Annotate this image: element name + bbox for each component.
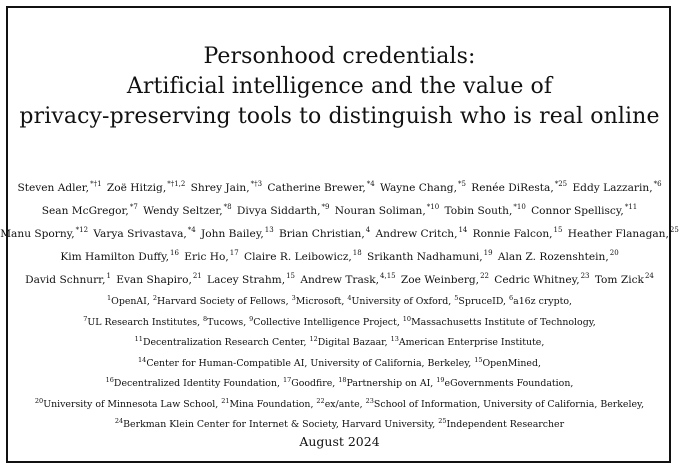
author-name: Brian Christian, [279, 228, 365, 240]
affiliation-number: 16 [105, 376, 114, 384]
author-name: David Schnurr, [25, 274, 106, 286]
affiliation-name: University of Oxford, [351, 296, 455, 307]
affiliation-number: 22 [316, 396, 325, 405]
author-name: Nouran Soliman, [334, 205, 426, 217]
author-affiliation-mark: *4 [187, 226, 196, 234]
author-affiliation-mark: *9 [321, 203, 330, 211]
author-name: Shrey Jain, [190, 182, 250, 194]
author-name: Zoe Weinberg, [400, 274, 480, 286]
affiliation-line [0, 352, 679, 373]
author-affiliation-mark: 15 [553, 226, 563, 234]
author-name: Manu Sporny, [0, 228, 75, 240]
author-name: Eric Ho, [184, 251, 229, 263]
author-affiliation-mark: 25 [669, 226, 679, 234]
author-name: Tobin South, [444, 205, 513, 217]
title-line: Artificial intelligence and the value of [126, 74, 553, 99]
affiliation-name: Independent Researcher [446, 419, 565, 430]
affiliation-number: 18 [338, 376, 347, 384]
paper-title [0, 42, 679, 132]
affiliation-name: eGovernments Foundation, [444, 378, 574, 389]
affiliation-number: 6 [508, 294, 514, 302]
author-affiliation-mark: 18 [352, 249, 362, 257]
affiliation-list [0, 290, 679, 434]
affiliation-number: 23 [365, 396, 374, 405]
affiliation-name: School of Information, University of California, Berkeley, [373, 398, 645, 410]
affiliation-name: Tucows, [207, 316, 250, 328]
author-affiliation-mark: *†1,2 [167, 180, 186, 188]
author-line [0, 244, 679, 267]
author-affiliation-mark: *4 [366, 180, 375, 188]
affiliation-name: Berkman Klein Center for Internet & Society, Harvard University, [123, 419, 439, 430]
author-affiliation-mark: 16 [170, 249, 179, 257]
author-name: Andrew Critch, [375, 228, 458, 240]
author-name: Wayne Chang, [380, 182, 457, 194]
title-line: Personhood credentials: [203, 44, 476, 69]
author-affiliation-mark: 1 [106, 272, 111, 280]
affiliation-number: 2 [152, 294, 157, 302]
affiliation-line [0, 311, 679, 332]
affiliation-number: 12 [309, 335, 318, 343]
author-name: Claire R. Leibowicz, [243, 251, 352, 263]
author-name: Divya Siddarth, [236, 205, 321, 217]
author-list [0, 175, 679, 290]
affiliation-name: Center for Human-Compatible AI, University of California, Berkeley, [146, 357, 475, 369]
author-name: Ronnie Falcon, [472, 228, 553, 240]
title-line: privacy-preserving tools to distinguish who is real online [19, 104, 660, 129]
author-affiliation-mark: 21 [192, 272, 202, 280]
affiliation-name: OpenMined, [482, 357, 541, 369]
affiliation-name: Digital Bazaar, [317, 337, 391, 348]
author-affiliation-mark: 15 [286, 272, 296, 280]
author-name: Heather Flanagan, [567, 228, 669, 240]
author-affiliation-mark: *8 [223, 203, 232, 211]
author-affiliation-mark: *6 [653, 180, 662, 188]
affiliation-name: Decentralized Identity Foundation, [113, 378, 283, 389]
affiliation-name: Decentralization Research Center, [142, 337, 310, 348]
author-affiliation-mark: 4,15 [380, 272, 396, 280]
author-name: John Bailey, [201, 228, 264, 240]
author-affiliation-mark: *25 [554, 180, 568, 188]
author-name: Catherine Brewer, [267, 182, 366, 194]
author-name: Kim Hamilton Duffy, [60, 251, 170, 263]
affiliation-name: Collective Intelligence Project, [253, 316, 403, 328]
author-affiliation-mark: 4 [365, 226, 371, 234]
author-affiliation-mark: 13 [264, 226, 274, 234]
affiliation-number: 8 [203, 314, 208, 323]
affiliation-number: 9 [249, 314, 254, 323]
affiliation-number: 7 [83, 314, 88, 323]
author-name: Eddy Lazzarin, [572, 182, 653, 194]
author-affiliation-mark: 20 [609, 249, 619, 257]
author-affiliation-mark: *10 [513, 203, 526, 211]
affiliation-name: American Enterprise Institute, [398, 337, 545, 348]
author-name: Renée DiResta, [471, 182, 554, 194]
affiliation-name: Goodfire, [291, 378, 339, 389]
author-line [0, 175, 679, 198]
author-affiliation-mark: 22 [480, 272, 489, 280]
author-name: Steven Adler, [17, 182, 90, 194]
author-affiliation-mark: *12 [75, 226, 89, 234]
affiliation-number: 3 [291, 294, 296, 302]
affiliation-name: Harvard Society of Fellows, [157, 296, 292, 307]
affiliation-name: a16z crypto, [513, 296, 572, 307]
affiliation-name: University of Minnesota Law School, [43, 398, 222, 410]
author-name: Connor Spelliscy, [531, 205, 624, 217]
affiliation-line [0, 290, 679, 311]
author-name: Varya Srivastava, [93, 228, 187, 240]
author-name: Tom Zick [594, 274, 644, 286]
author-name: Lacey Strahm, [207, 274, 286, 286]
author-name: Srikanth Nadhamuni, [367, 251, 483, 263]
affiliation-name: Mina Foundation, [229, 398, 317, 410]
author-name: Cedric Whitney, [494, 274, 580, 286]
affiliation-number: 24 [114, 417, 124, 425]
affiliation-number: 5 [454, 294, 459, 302]
affiliation-number: 15 [474, 355, 483, 364]
affiliation-number: 19 [436, 376, 445, 384]
affiliation-number: 13 [390, 335, 399, 343]
author-affiliation-mark: *†3 [250, 180, 263, 188]
affiliation-number: 17 [282, 376, 292, 384]
affiliation-number: 1 [107, 294, 112, 302]
affiliation-line [0, 393, 679, 414]
author-name: Evan Shapiro, [116, 274, 192, 286]
author-line [0, 221, 679, 244]
affiliation-number: 20 [34, 396, 44, 405]
author-affiliation-mark: *5 [457, 180, 466, 188]
author-affiliation-mark: 17 [229, 249, 239, 257]
affiliation-name: ex/ante, [324, 398, 366, 410]
author-name: Zoë Hitzig, [106, 182, 167, 194]
affiliation-number: 10 [402, 314, 412, 323]
author-line [0, 198, 679, 221]
author-affiliation-mark: *10 [426, 203, 440, 211]
affiliation-line [0, 413, 679, 434]
publication-date: August 2024 [299, 434, 380, 449]
affiliation-name: UL Research Institutes, [87, 316, 204, 328]
affiliation-line [0, 372, 679, 393]
author-line [0, 267, 679, 290]
author-affiliation-mark: 23 [580, 272, 590, 280]
affiliation-number: 11 [134, 335, 143, 343]
affiliation-number: 25 [438, 417, 447, 425]
affiliation-number: 4 [347, 294, 352, 302]
author-name: Sean McGregor, [41, 205, 129, 217]
author-affiliation-mark: 24 [644, 272, 654, 280]
affiliation-name: OpenAI, [111, 296, 153, 307]
affiliation-name: SpruceID, [458, 296, 509, 307]
affiliation-name: Microsoft, [295, 296, 348, 307]
affiliation-name: Partnership on AI, [346, 378, 437, 389]
author-affiliation-mark: 19 [483, 249, 493, 257]
author-name: Andrew Trask, [300, 274, 380, 286]
affiliation-line [0, 331, 679, 352]
affiliation-number: 21 [221, 396, 230, 405]
author-affiliation-mark: *11 [624, 203, 638, 211]
affiliation-number: 14 [138, 355, 147, 364]
author-affiliation-mark: *7 [129, 203, 138, 211]
affiliation-name: Massachusetts Institute of Technology, [411, 316, 596, 328]
author-name: Wendy Seltzer, [143, 205, 223, 217]
author-affiliation-mark: *†1 [90, 180, 102, 188]
author-name: Alan Z. Rozenshtein, [497, 251, 609, 263]
author-affiliation-mark: 14 [458, 226, 468, 234]
